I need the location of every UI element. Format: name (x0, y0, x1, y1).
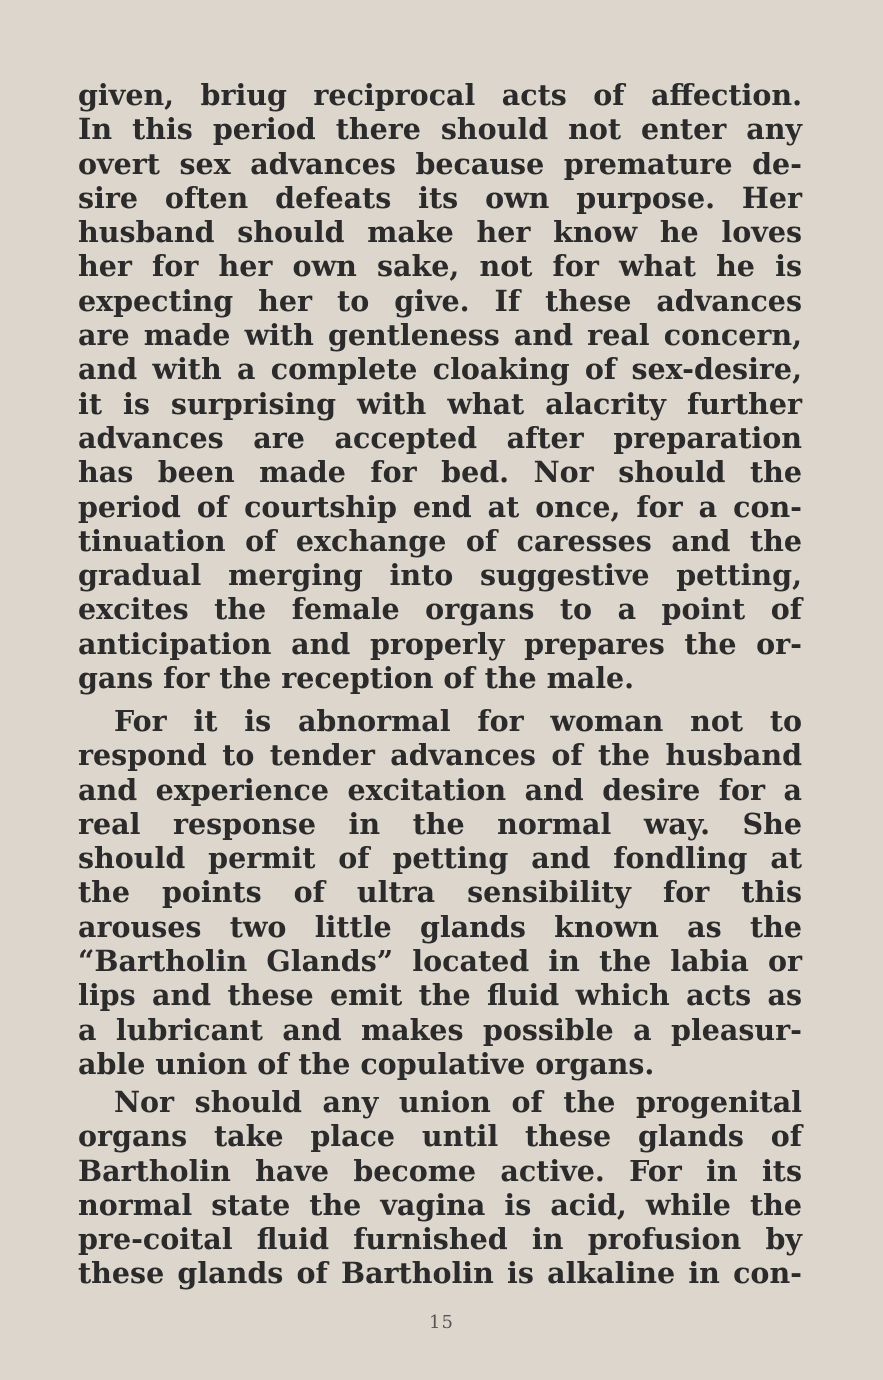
text-line: gradual merging into suggestive petting, (78, 558, 802, 593)
text-line: sire often defeats its own purpose. Her (78, 180, 802, 215)
text-line: has been made for bed. Nor should the (78, 455, 802, 490)
text-line: these glands of Bartholin is alkaline in con- (78, 1256, 802, 1291)
text-line: expecting her to give. If these advances (78, 283, 802, 318)
text-line: respond to tender advances of the husband (78, 738, 802, 773)
text-line: the points of ultra sensibility for this (78, 875, 802, 910)
text-line: and with a complete cloaking of sex-desire, (78, 352, 802, 387)
text-line: period of courtship end at once, for a con- (78, 489, 802, 524)
text-line: should permit of petting and fondling at (78, 841, 802, 876)
text-line: real response in the normal way. She (78, 806, 802, 841)
text-line: husband should make her know he loves (78, 215, 802, 250)
text-line: Nor should any union of the progenital (114, 1085, 802, 1119)
text-line: it is surprising with what alacrity further (78, 386, 802, 421)
text-line: able union of the copulative organs. (78, 1046, 655, 1081)
paragraph-3 (78, 1085, 802, 1291)
text-line: Bartholin have become active. For in its (78, 1153, 802, 1188)
text-line: her for her own sake, not for what he is (78, 249, 802, 284)
text-line: overt sex advances because premature de- (78, 146, 802, 181)
text-line: advances are accepted after preparation (78, 420, 802, 455)
text-line: organs take place until these glands of (78, 1119, 802, 1154)
paragraph-2 (78, 704, 802, 1081)
text-line: normal state the vagina is acid, while the (78, 1187, 802, 1222)
text-line: anticipation and properly prepares the or- (78, 626, 802, 661)
text-line: excites the female organs to a point of (78, 592, 802, 627)
text-line: For it is abnormal for woman not to (114, 704, 802, 738)
text-line: gans for the reception of the male. (78, 661, 635, 696)
text-line: arouses two little glands known as the (78, 909, 802, 944)
text-line: lips and these emit the fluid which acts as (78, 978, 802, 1013)
text-line: tinuation of exchange of caresses and the (78, 523, 802, 558)
text-line: In this period there should not enter any (78, 112, 802, 147)
text-line: given, briug reciprocal acts of affection. (78, 78, 802, 112)
text-line: are made with gentleness and real concern, (78, 318, 802, 353)
paragraph-1 (78, 78, 802, 695)
text-line: “Bartholin Glands” located in the labia or (78, 944, 802, 979)
page-number: 15 (429, 1312, 454, 1333)
text-line: pre-coital fluid furnished in profusion by (78, 1222, 802, 1257)
text-line: and experience excitation and desire for a (78, 772, 802, 807)
text-line: a lubricant and makes possible a pleasur- (78, 1012, 802, 1047)
